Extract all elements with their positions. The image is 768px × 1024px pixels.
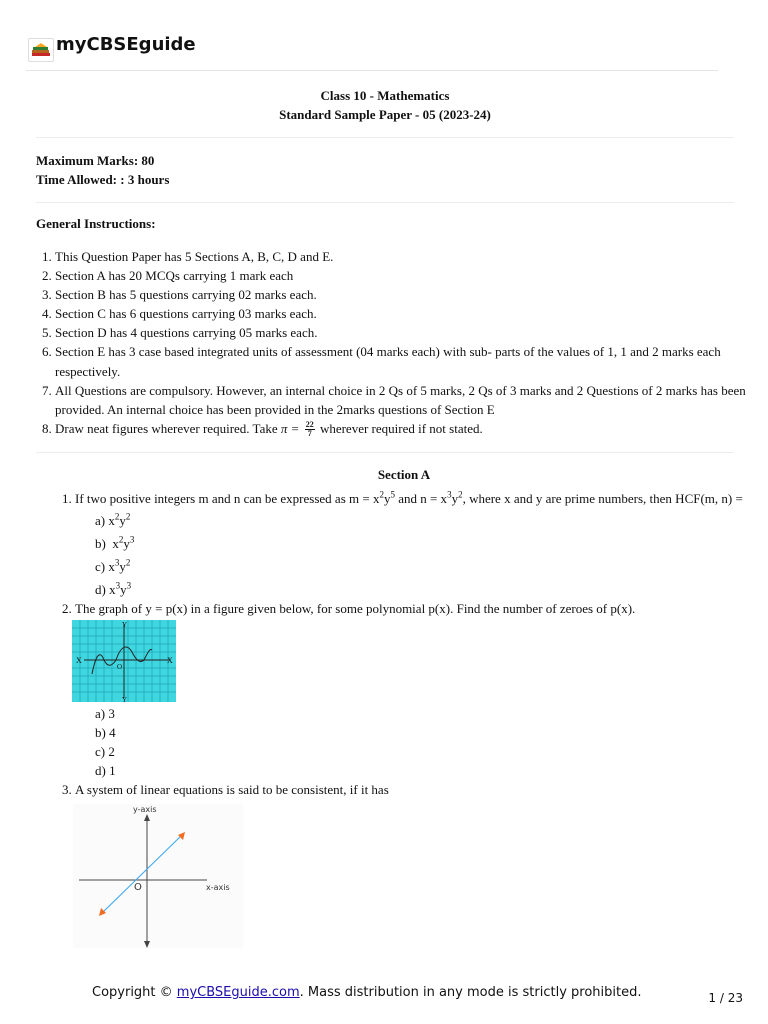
list-item: 2. Section A has 20 MCQs carrying 1 mark each xyxy=(55,266,755,285)
svg-text:Y: Y xyxy=(122,696,128,703)
linear-equation-graph xyxy=(73,804,243,948)
mycbseguide-link[interactable]: myCBSEguide.com xyxy=(176,985,300,1000)
divider xyxy=(36,452,734,453)
instructions-heading: General Instructions: xyxy=(36,216,156,231)
svg-text:O: O xyxy=(134,881,142,893)
question-1: 1. If two positive integers m and n can be expressed as $m = x^2y^5$ and $n = x^3y^2$, where x and y are prime numbers, then HCF(m, n) = a) $x^2y^2$ b) $x^2y^3$ c) $x^3y^2$ d) $x^3y^3$ xyxy=(75,489,745,601)
instructions-list xyxy=(36,247,755,438)
question-2: 2. The graph of y = p(x) in a figure given below, for some polynomial p(x). Find the number of zeroes of p(x). X X Y Y O a) 3 b) 4 c) 2 d) 1 xyxy=(75,599,745,780)
marks-block xyxy=(36,151,169,189)
option-a: a) $x^2y^2$ xyxy=(95,511,131,529)
options xyxy=(95,509,745,601)
list-item: 6. Section E has 3 case based integrated units of assessment (04 marks each) with sub- parts of the values of 1, 1 and 2 marks each respectively. xyxy=(55,342,755,380)
options xyxy=(95,704,745,780)
option-c: c) 2 xyxy=(95,744,115,760)
svg-text:X: X xyxy=(167,656,173,666)
section-heading: Section A xyxy=(377,467,431,482)
svg-text:y-axis: y-axis xyxy=(133,804,157,814)
maximum-marks: Maximum Marks: 80 xyxy=(36,153,155,168)
brand-name: myCBSEguide xyxy=(56,34,196,55)
option-b: b) 4 xyxy=(95,725,116,741)
svg-text:X: X xyxy=(76,656,82,666)
divider xyxy=(36,202,734,203)
divider xyxy=(36,137,734,138)
page-header xyxy=(26,30,718,71)
option-b: b) $x^2y^3$ xyxy=(95,534,135,552)
option-c: c) $x^3y^2$ xyxy=(95,557,131,575)
list-item: 1. This Question Paper has 5 Sections A, B, C, D and E. xyxy=(55,247,755,266)
polynomial-graph xyxy=(72,620,176,702)
time-allowed: Time Allowed: : 3 hours xyxy=(36,172,170,187)
list-item: 3. Section B has 5 questions carrying 02 marks each. xyxy=(55,285,755,304)
list-item: 8. Draw neat figures wherever required. Take π = $\frac{22}{7}$ wherever required if not stated. xyxy=(55,419,755,439)
svg-text:Y: Y xyxy=(122,621,128,630)
option-d: d) 1 xyxy=(95,763,116,779)
list-item: 5. Section D has 4 questions carrying 05 marks each. xyxy=(55,323,755,342)
page-number: 1 / 23 xyxy=(708,991,743,1005)
list-item: 4. Section C has 6 questions carrying 03 marks each. xyxy=(55,304,755,323)
footer-copyright: Copyright © myCBSEguide.com. Mass distribution in any mode is strictly prohibited. xyxy=(92,985,642,1000)
logo xyxy=(28,38,54,62)
fraction: $\frac{22}{7}$ xyxy=(305,420,314,439)
option-d: d) $x^3y^3$ xyxy=(95,580,132,598)
class-title: Class 10 - Mathematics xyxy=(320,88,450,103)
paper-subtitle: Standard Sample Paper - 05 (2023-24) xyxy=(279,107,491,122)
paper-title xyxy=(36,86,734,124)
svg-text:O: O xyxy=(117,663,123,672)
question-list xyxy=(56,489,745,948)
list-item: 7. All Questions are compulsory. However, an internal choice in 2 Qs of 5 marks, 2 Qs of 3 marks and 2 Questions of 2 marks has been provided. An internal choice has been provided in the 2marks questions of Section E xyxy=(55,381,755,419)
question-3: 3. A system of linear equations is said to be consistent, if it has y-axis x-axis O xyxy=(75,780,745,947)
svg-text:x-axis: x-axis xyxy=(206,882,230,892)
option-a: a) 3 xyxy=(95,706,115,722)
